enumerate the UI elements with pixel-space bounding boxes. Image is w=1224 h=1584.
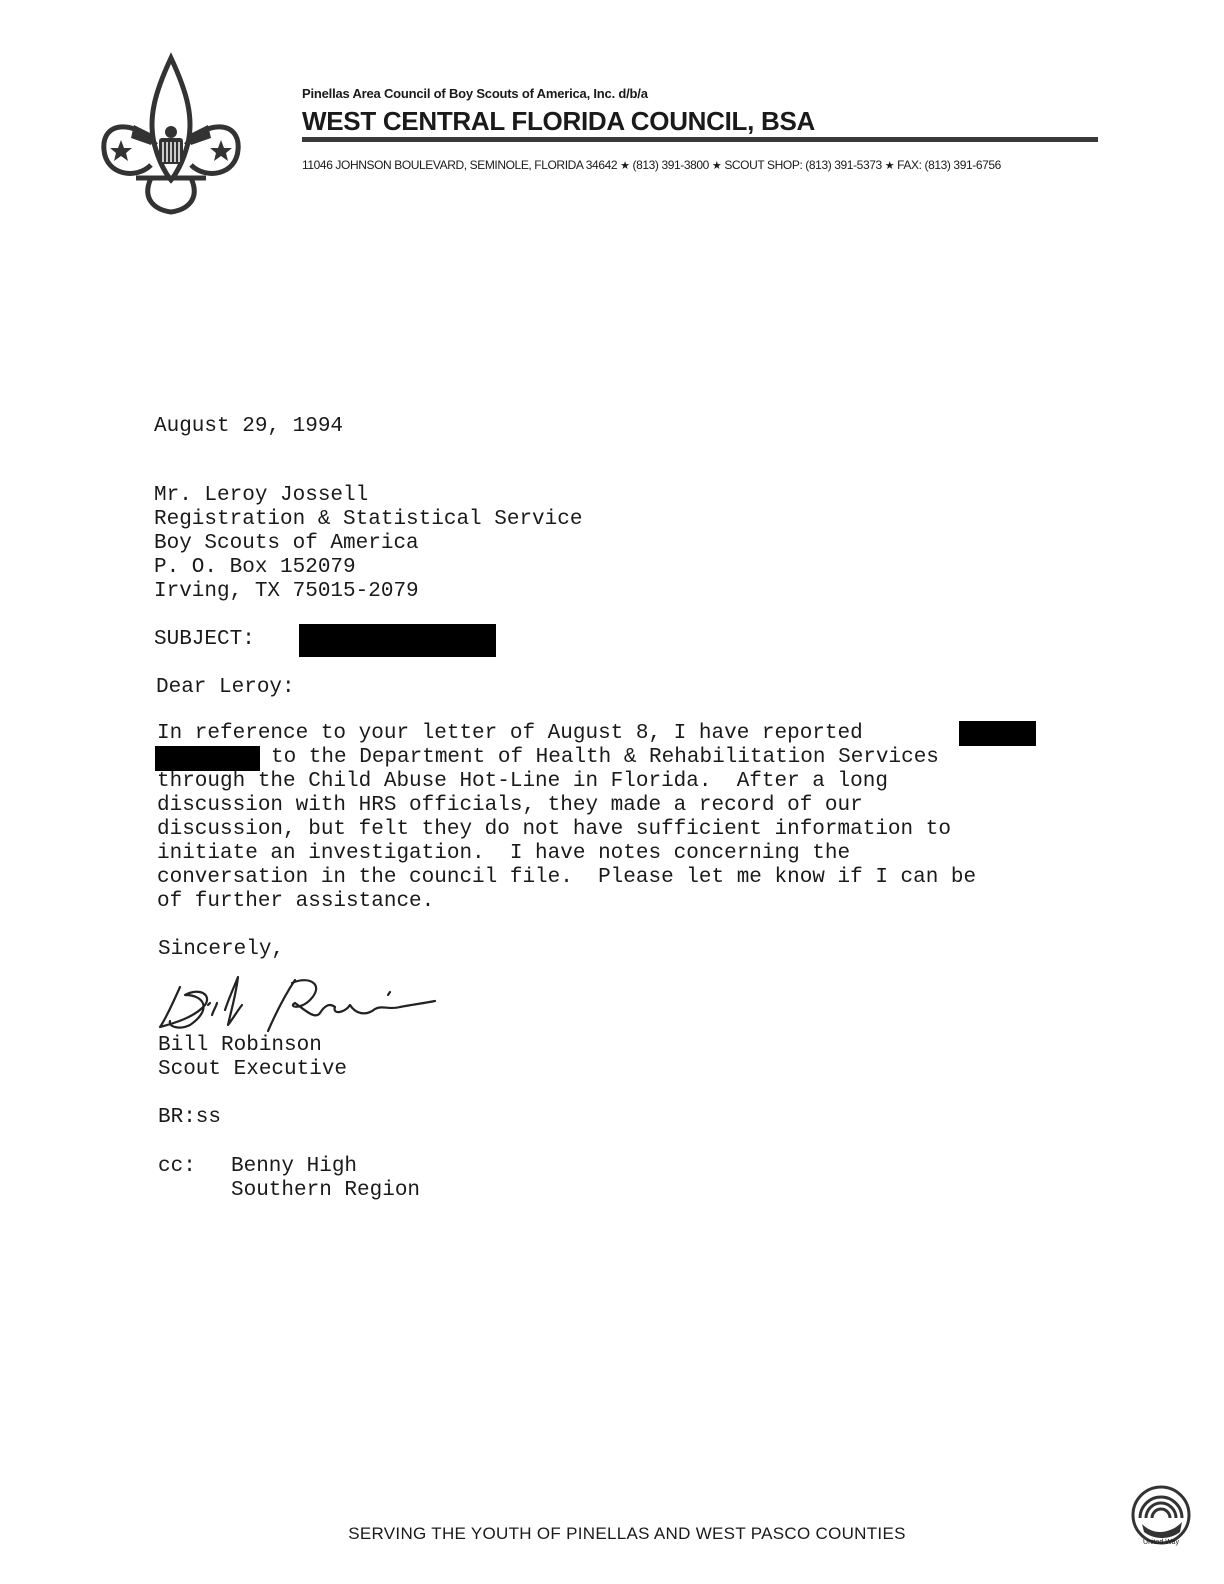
closing: Sincerely, bbox=[158, 938, 285, 961]
letterhead-phone: (813) 391-3800 bbox=[632, 158, 709, 172]
bsa-fleur-de-lis-logo bbox=[96, 50, 246, 220]
star-icon: ★ bbox=[711, 160, 722, 172]
letterhead-contact-line bbox=[302, 158, 1001, 172]
star-icon: ★ bbox=[620, 160, 630, 172]
body-line-5: discussion, but felt they do not have sufficient information to bbox=[157, 818, 951, 841]
united-way-logo bbox=[1130, 1484, 1192, 1546]
letterhead-scout-shop: SCOUT SHOP: (813) 391-5373 bbox=[724, 158, 882, 172]
body-line-4: discussion with HRS officials, they made a record of our bbox=[157, 794, 863, 817]
star-icon: ★ bbox=[884, 160, 895, 172]
cc-recipient-name: Benny High bbox=[231, 1155, 358, 1178]
subject-label: SUBJECT: bbox=[154, 628, 255, 651]
typist-initials: BR:ss bbox=[158, 1106, 222, 1129]
body-redaction-2 bbox=[155, 746, 260, 771]
body-line-6: initiate an investigation. I have notes concerning the bbox=[157, 842, 851, 865]
body-line-2: to the Department of Health & Rehabilitation Services bbox=[271, 746, 939, 769]
body-line-7: conversation in the council file. Please let me know if I can be bbox=[157, 866, 977, 889]
salutation: Dear Leroy: bbox=[156, 676, 295, 699]
letterhead-corporate-name: Pinellas Area Council of Boy Scouts of America, Inc. d/b/a bbox=[302, 86, 648, 101]
body-line-3: through the Child Abuse Hot-Line in Florida. After a long bbox=[157, 770, 888, 793]
body-line-1: In reference to your letter of August 8, I have reported bbox=[157, 722, 863, 745]
letterhead-rule bbox=[302, 137, 1098, 142]
signer-title: Scout Executive bbox=[158, 1058, 348, 1081]
body-line-8: of further assistance. bbox=[157, 890, 435, 913]
recipient-po-box: P. O. Box 152079 bbox=[154, 556, 356, 579]
recipient-department: Registration & Statistical Service bbox=[154, 508, 583, 531]
letter-date: August 29, 1994 bbox=[154, 415, 344, 438]
letterhead-council-name: WEST CENTRAL FLORIDA COUNCIL, BSA bbox=[302, 106, 815, 136]
signer-name: Bill Robinson bbox=[158, 1034, 322, 1057]
recipient-city: Irving, TX 75015-2079 bbox=[154, 580, 419, 603]
united-way-label: United Way bbox=[1143, 1539, 1179, 1546]
handwritten-signature bbox=[150, 965, 450, 1045]
cc-label: cc: bbox=[158, 1155, 196, 1178]
footer-tagline: SERVING THE YOUTH OF PINELLAS AND WEST PASCO COUNTIES bbox=[348, 1524, 906, 1543]
letterhead-fax: FAX: (813) 391-6756 bbox=[897, 158, 1001, 172]
letterhead-address: 11046 JOHNSON BOULEVARD, SEMINOLE, FLORIDA 34642 bbox=[302, 158, 618, 172]
body-redaction-1 bbox=[959, 721, 1036, 746]
cc-recipient-region: Southern Region bbox=[231, 1179, 421, 1202]
recipient-organization: Boy Scouts of America bbox=[154, 532, 419, 555]
subject-redaction bbox=[299, 624, 496, 657]
recipient-name: Mr. Leroy Jossell bbox=[154, 484, 369, 507]
